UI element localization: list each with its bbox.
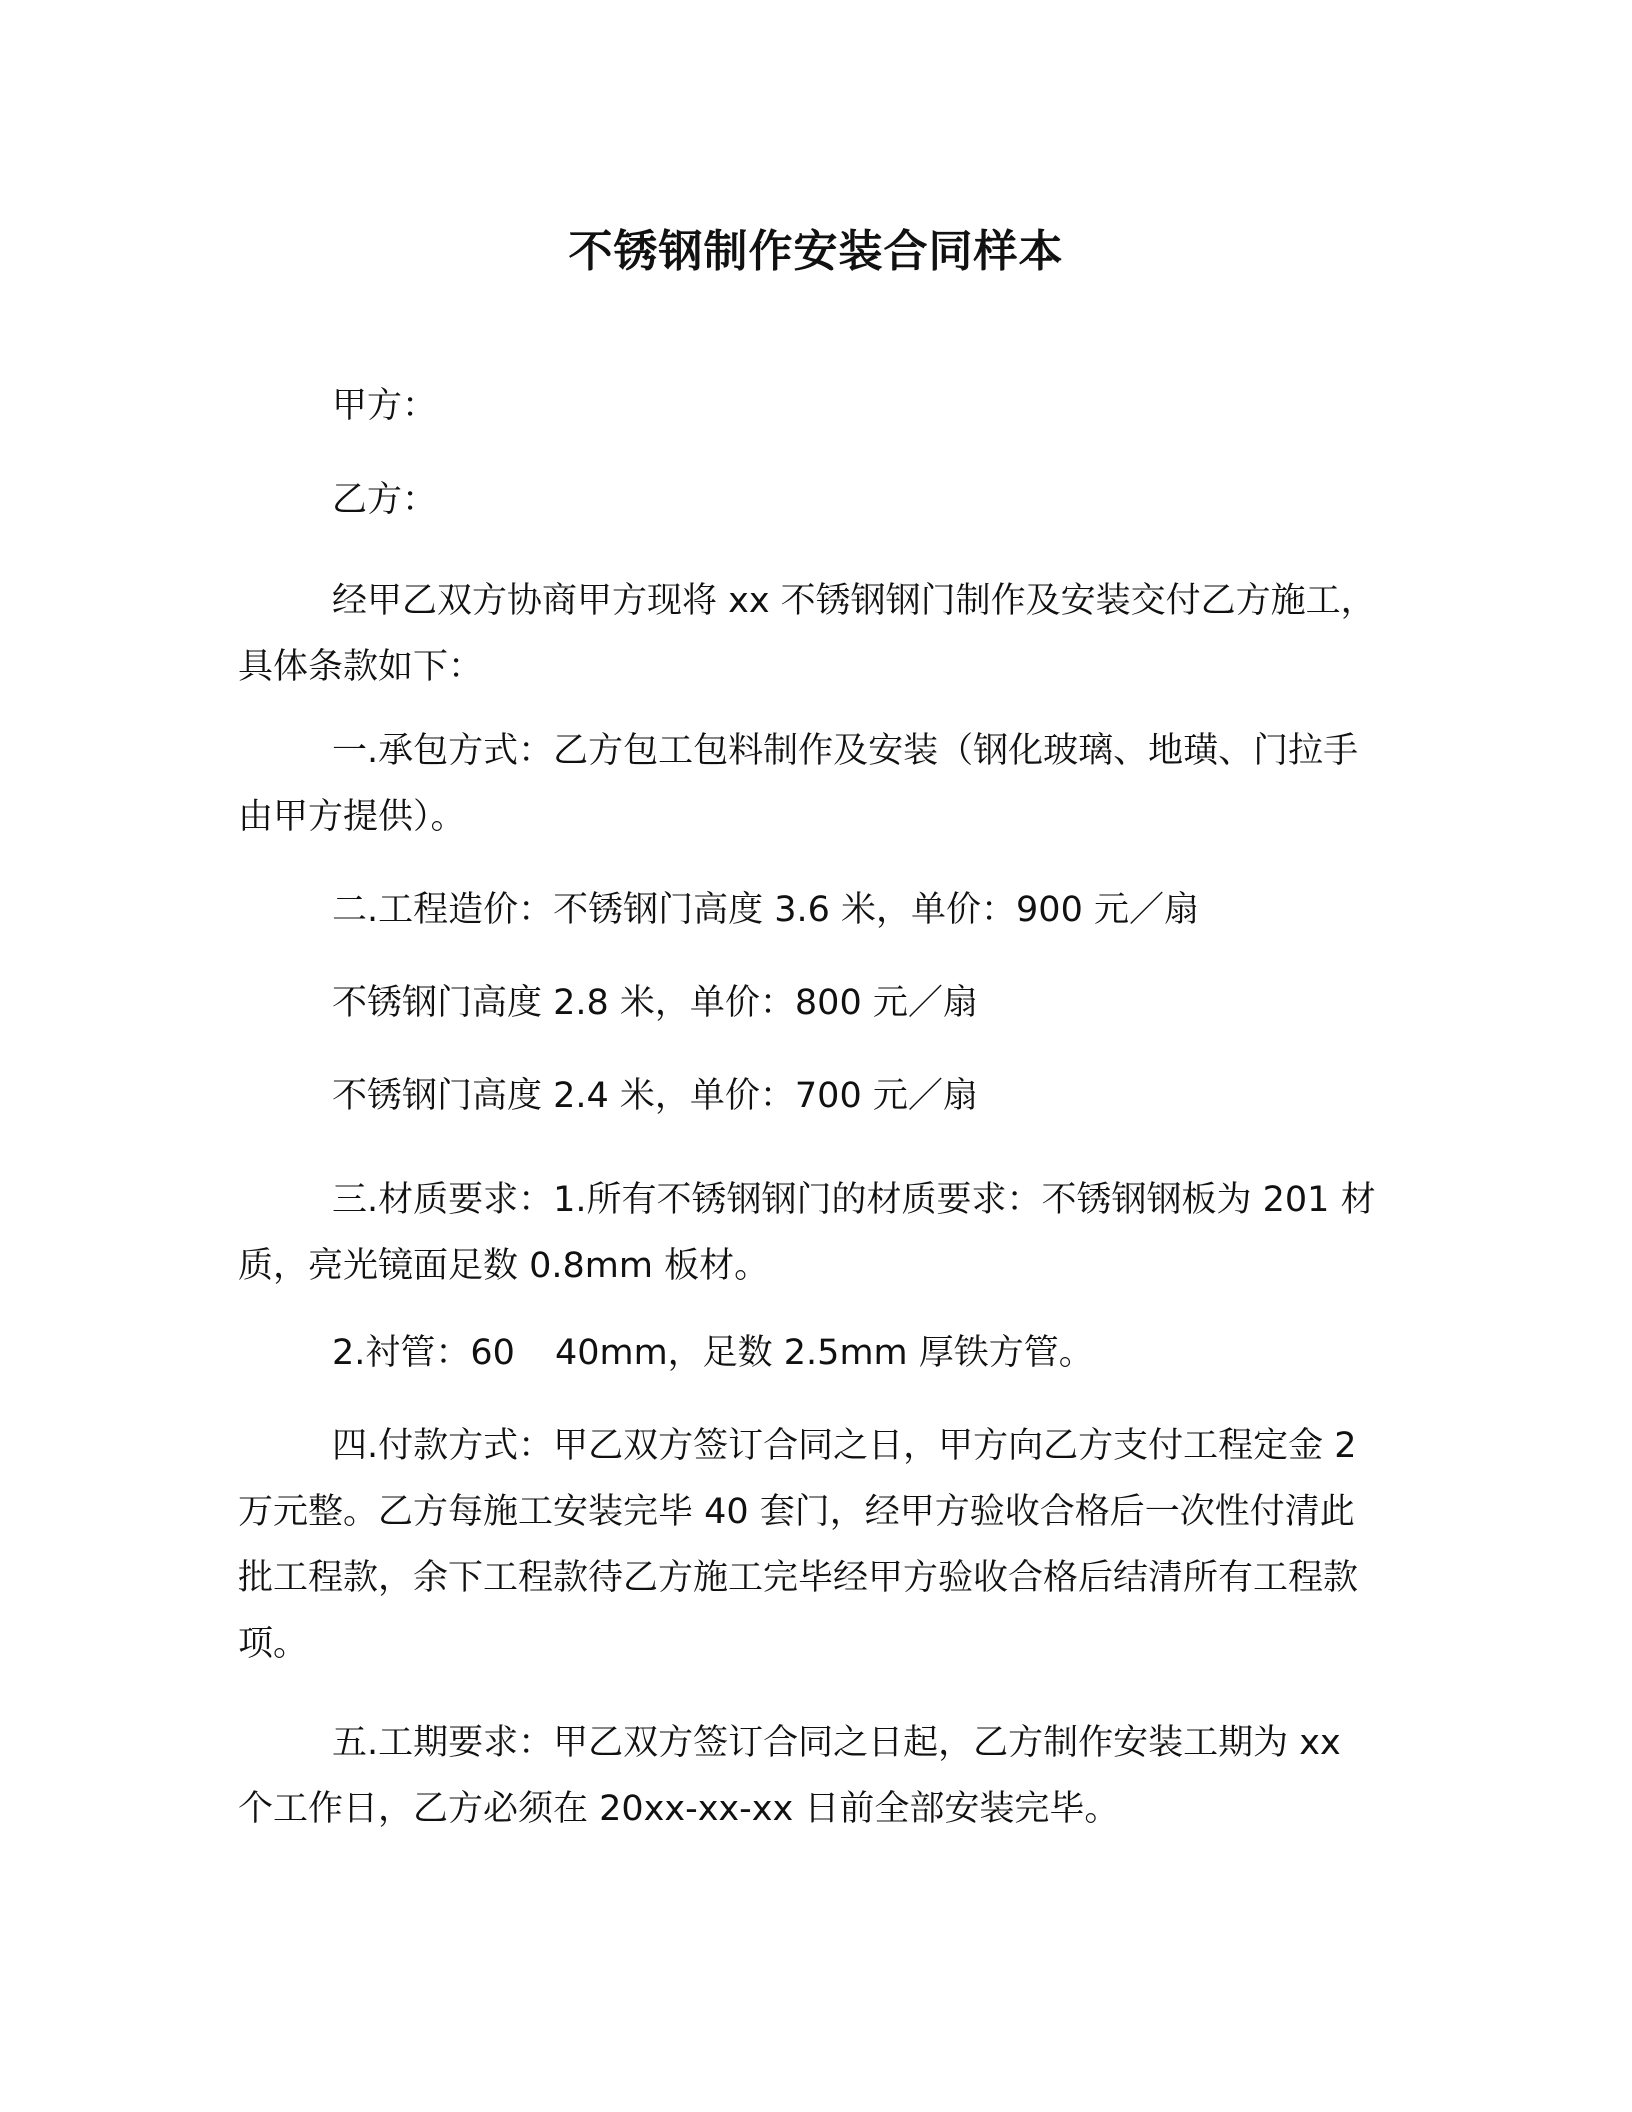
clause-payment: 四.付款方式：甲乙双方签订合同之日，甲方向乙方支付工程定金 2 万元整。乙方每施工安装完毕 40 套门，经甲方验收合格后一次性付清此批工程款，余下工程款待乙方施工完毕经甲方验收合格后结清所有工程款项。 <box>238 1426 1359 1664</box>
lining-pipe-size-a: 2.衬管：60 <box>332 1333 515 1373</box>
clause-material-requirement: 三.材质要求：1.所有不锈钢钢门的材质要求：不锈钢钢板为 201 材质，亮光镜面足数 0.8mm 板材。 <box>238 1180 1376 1286</box>
clause-contract-mode: 一.承包方式：乙方包工包料制作及安装（钢化玻璃、地璜、门拉手由甲方提供）。 <box>238 731 1359 837</box>
intro-paragraph: 经甲乙双方协商甲方现将 xx 不锈钢钢门制作及安装交付乙方施工，具体条款如下： <box>238 581 1376 687</box>
lining-pipe-size-b: 40mm，足数 2.5mm 厚铁方管。 <box>554 1333 1094 1373</box>
document-title: 不锈钢制作安装合同样本 <box>568 226 1064 277</box>
party-b-line: 乙方： <box>332 480 438 520</box>
clause-schedule: 五.工期要求：甲乙双方签订合同之日起，乙方制作安装工期为 xx 个工作日，乙方必须在 20xx-xx-xx 日前全部安装完毕。 <box>238 1723 1341 1829</box>
clause-price-line-1: 二.工程造价：不锈钢门高度 3.6 米，单价：900 元／扇 <box>332 890 1199 930</box>
clause-price-line-2: 不锈钢门高度 2.8 米，单价：800 元／扇 <box>332 983 978 1023</box>
party-a-line: 甲方： <box>332 386 438 426</box>
clause-price-line-3: 不锈钢门高度 2.4 米，单价：700 元／扇 <box>332 1076 978 1116</box>
clause-lining-pipe <box>332 1320 1378 1386</box>
